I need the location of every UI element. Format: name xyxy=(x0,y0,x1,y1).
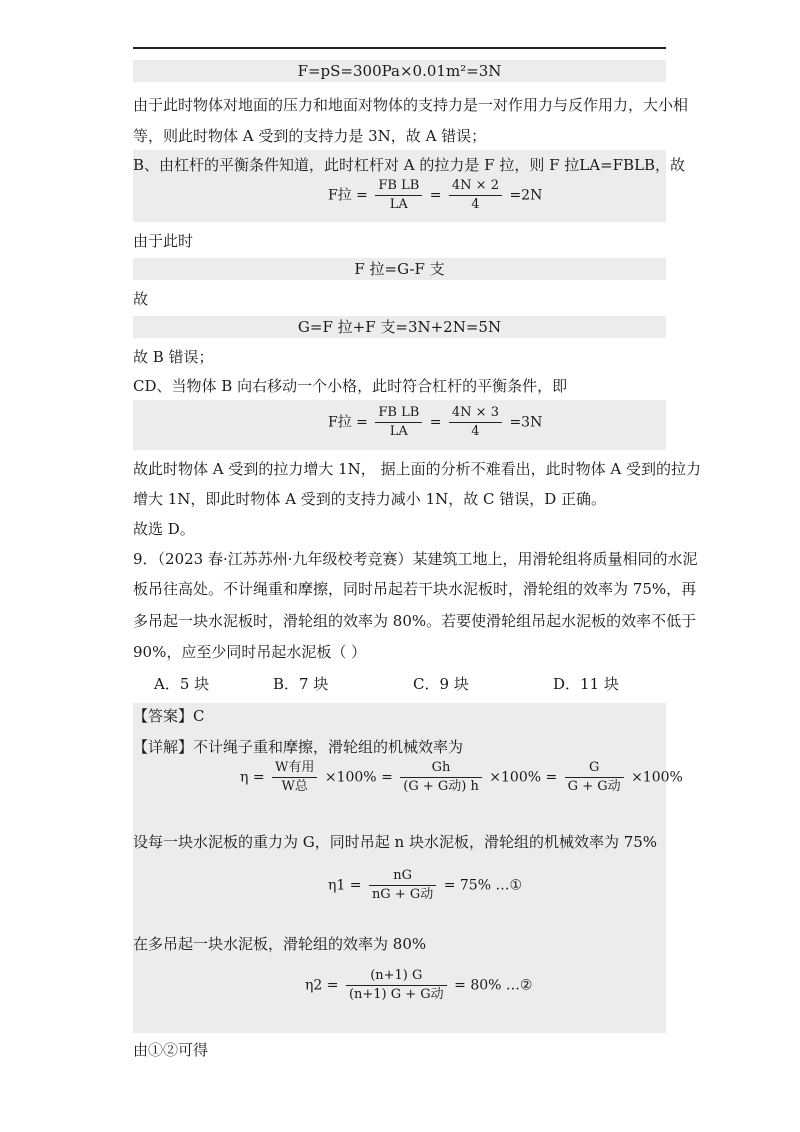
detail-label: 【详解】不计绳子重和摩擦，滑轮组的机械效率为 xyxy=(133,738,464,756)
fraction: $\frac{4N \times 3}{4}$ xyxy=(449,405,502,440)
text-line: 在多吊起一块水泥板，滑轮组的效率为 80% xyxy=(133,935,427,953)
answer-label: 【答案】C xyxy=(133,707,205,725)
option-d: D．11 块 xyxy=(553,675,619,693)
text-line: 故 xyxy=(133,290,149,308)
option-a: A．5 块 xyxy=(154,675,210,693)
option-c: C．9 块 xyxy=(413,675,469,693)
formula-weight: G=F 拉+F 支=3N+2N=5N xyxy=(297,318,502,336)
equation-lever-1: F拉 = $\frac{\text{FB LB}}{LA}$ = $\frac{4N \times 2}{4}$ =2N xyxy=(328,178,543,212)
question-text: 多吊起一块水泥板时，滑轮组的效率为 80%。若要使滑轮组吊起水泥板的效率不低于 xyxy=(133,612,697,630)
formula-tension: F 拉=G-F 支 xyxy=(354,260,445,278)
fraction: $\frac{4N \times 2}{4}$ xyxy=(449,178,502,213)
text-line: 设每一块水泥板的重力为 G，同时吊起 n 块水泥板，滑轮组的机械效率为 75% xyxy=(133,833,658,851)
text-line: 故 B 错误； xyxy=(133,348,214,366)
option-b: B．7 块 xyxy=(273,675,329,693)
fraction: $\frac{\text{FB LB}}{LA}$ xyxy=(375,405,422,440)
text-line: 由于此时物体对地面的压力和地面对物体的支持力是一对作用力与反作用力，大小相 xyxy=(133,96,689,114)
equation-eta1: η1 = $\frac{nG}{\text{nG + G动}}$ = 75% …① xyxy=(328,868,523,902)
fraction: $\frac{Gh}{\text{(G + G动) h}}$ xyxy=(400,760,482,795)
fraction: $\frac{G}{\text{G + G动}}$ xyxy=(565,760,624,795)
header-rule xyxy=(133,47,666,49)
text-line: 增大 1N，即此时物体 A 受到的支持力减小 1N，故 C 错误，D 正确。 xyxy=(133,490,607,508)
eq-lhs: F拉 = xyxy=(328,414,368,431)
eq-lhs: F拉 = xyxy=(328,187,368,204)
equation-lever-2: F拉 = $\frac{\text{FB LB}}{LA}$ = $\frac{4N \times 3}{4}$ =3N xyxy=(328,405,543,439)
formula-pressure: F=pS=300Pa×0.01m²=3N xyxy=(297,62,502,80)
fraction: $\frac{nG}{\text{nG + G动}}$ xyxy=(369,868,436,903)
fraction: $\frac{\text{W有用}}{\text{W总}}$ xyxy=(272,760,317,795)
text-line: CD、当物体 B 向右移动一个小格，此时符合杠杆的平衡条件，即 xyxy=(133,377,568,395)
question-text: 板吊往高处。不计绳重和摩擦，同时吊起若干块水泥板时，滑轮组的效率为 75%，再 xyxy=(133,580,697,598)
text-line: 故此时物体 A 受到的拉力增大 1N， 据上面的分析不难看出，此时物体 A 受到的拉力 xyxy=(133,460,701,478)
equation-eta2: η2 = $\frac{(n+1) G}{\text{(n+1) G + G动}}$ = 80% …② xyxy=(305,968,533,1002)
text-line: 故选 D。 xyxy=(133,520,195,538)
fraction: $\frac{\text{FB LB}}{LA}$ xyxy=(375,178,422,213)
text-line: 等，则此时物体 A 受到的支持力是 3N，故 A 错误； xyxy=(133,127,487,145)
question-text: 9．（2023 春·江苏苏州·九年级校考竞赛）某建筑工地上，用滑轮组将质量相同的水泥 xyxy=(133,550,698,568)
text-line: 由于此时 xyxy=(133,232,194,250)
equation-efficiency: η = $\frac{\text{W有用}}{\text{W总}}$ ×100% = $\frac{Gh}{\text{(G + G动) h}}$ ×100% = $\frac{G}{\text{G + G动}}$ ×100% xyxy=(240,760,683,794)
text-line: B、由杠杆的平衡条件知道，此时杠杆对 A 的拉力是 F 拉，则 F 拉LA=FBLB，故 xyxy=(133,156,686,174)
fraction: $\frac{(n+1) G}{\text{(n+1) G + G动}}$ xyxy=(346,968,447,1003)
text-line: 由①②可得 xyxy=(133,1041,209,1059)
question-text: 90%，应至少同时吊起水泥板（ ） xyxy=(133,643,367,661)
